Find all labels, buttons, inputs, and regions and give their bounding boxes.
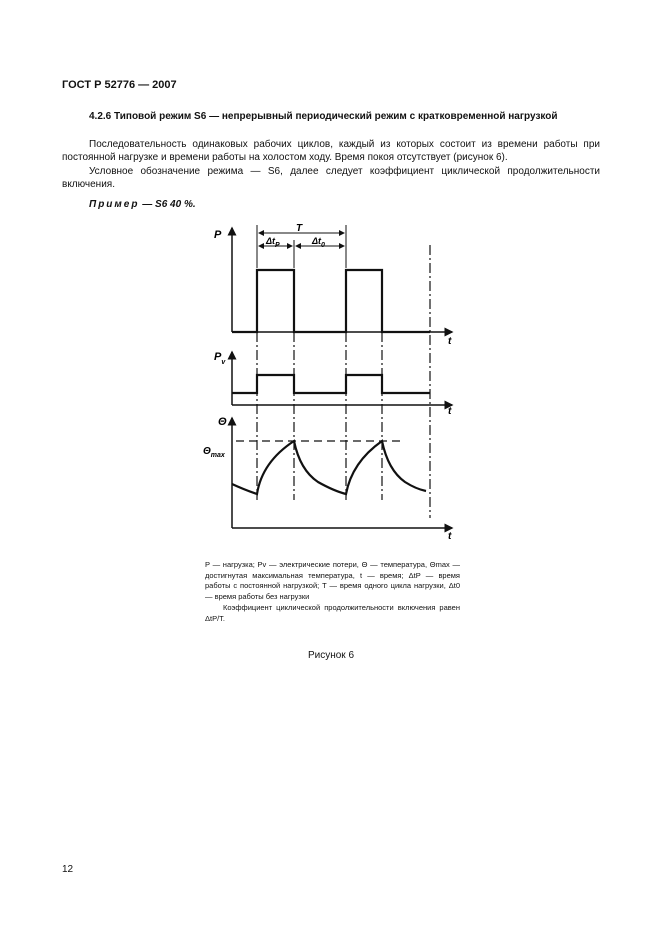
load-panel — [232, 228, 452, 332]
losses-pulse-line — [232, 375, 430, 393]
label-theta-max-sub: max — [210, 452, 225, 459]
label-theta-max — [203, 446, 226, 459]
example-label: Пример — [89, 199, 140, 210]
load-pulse-line — [232, 270, 430, 332]
label-dtp — [265, 236, 280, 249]
temperature-panel — [232, 418, 452, 528]
label-t-3: t — [448, 531, 452, 542]
paragraph-2: Условное обозначение режима — S6, далее следует коэффициент циклической продолжительности включения. — [62, 166, 600, 190]
legend-note: Коэффициент циклической продолжительности включения равен ΔtP/T. — [205, 603, 460, 623]
document-header: ГОСТ Р 52776 — 2007 — [62, 79, 177, 91]
label-P: P — [214, 229, 222, 241]
label-dt0 — [311, 236, 325, 249]
example-text: — S6 40 %. — [142, 199, 196, 210]
label-dtp-main: Δt — [266, 236, 276, 246]
label-dt0-sub: 0 — [321, 242, 325, 249]
label-dt0-main: Δt — [312, 236, 322, 246]
legend-definitions: P — нагрузка; Pv — электрические потери, Θ — температура, Θmax — достигнутая максимальная температура, t — время; ΔtP — время работы с постоянной нагрузкой; T — время одного цикла нагрузки, Δt0 — время работы без нагрузки — [205, 560, 460, 601]
section-title: Типовой режим S6 — непрерывный периодический режим с кратковременной нагрузкой — [114, 111, 558, 122]
label-t-1: t — [448, 336, 452, 347]
label-Pv-sub: v — [221, 359, 226, 366]
label-theta: Θ — [218, 416, 227, 428]
label-Pv — [214, 351, 226, 366]
page-number: 12 — [62, 864, 74, 875]
losses-panel — [232, 352, 452, 405]
label-theta-max-main: Θ — [203, 446, 211, 457]
label-T: T — [296, 223, 303, 234]
temperature-curve — [232, 441, 426, 494]
label-t-2: t — [448, 406, 452, 417]
paragraph-1: Последовательность одинаковых рабочих циклов, каждый из которых состоит из времени работы при постоянной нагрузке и времени работы на холостом ходу. Время покоя отсутствует (рисунок 6). — [62, 139, 600, 163]
figure-legend — [205, 560, 460, 624]
label-dtp-sub: P — [275, 242, 280, 249]
figure-caption: Рисунок 6 — [307, 650, 355, 661]
label-Pv-main: P — [214, 351, 222, 363]
section-number: 4.2.6 — [89, 111, 112, 122]
guide-lines — [257, 245, 430, 518]
